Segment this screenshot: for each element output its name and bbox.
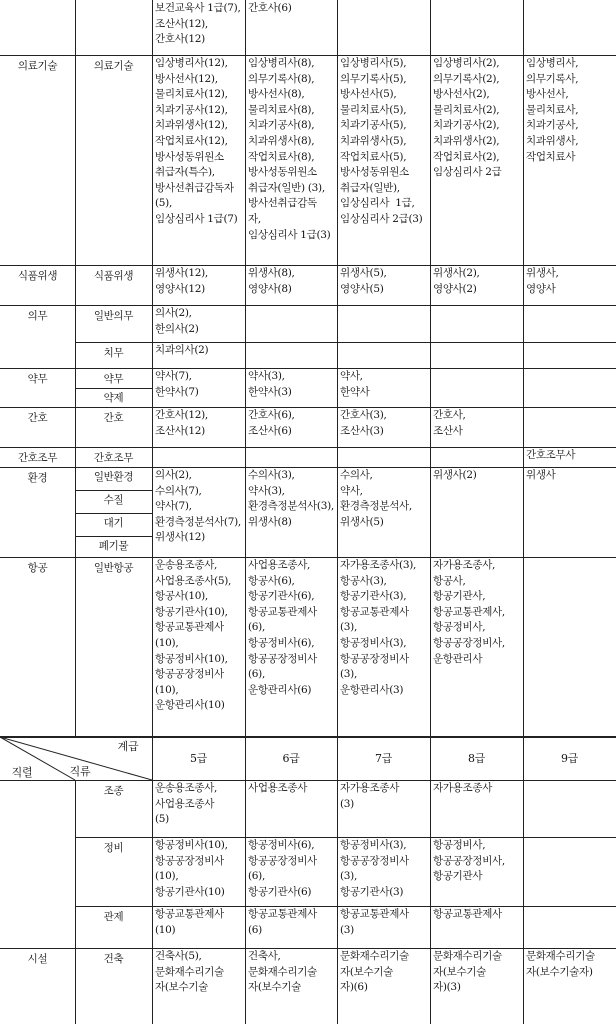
grade-cell: 항공교통관제사 (10) [155,908,224,936]
series-label: 대기 [103,517,124,529]
series-header: 직류 [69,765,91,778]
group-label: 의무 [27,310,48,322]
grade-cell: 수의사(3), 약사(3), 환경측정분석사(3), 위생사(8) [248,469,334,528]
group-label: 의료기술 [17,60,58,72]
group-header: 직렬 [11,766,33,779]
group-label: 환경 [27,472,48,484]
grade-cell: 문화재수리기술 자(보수기술 자)(6) [340,950,409,994]
series-label: 조종 [103,785,124,797]
group-label: 약무 [27,373,48,385]
grade-cell: 임상병리사(12), 방사선사(12), 물리치료사(12), 치과기공사(12), 치과위생사(12), 작업치료사(12), 방사성동위원소 취급자(특수), 방사선취급감독자 (5), 임상심리사 1급(7) [155,57,238,225]
group-label: 식품위생 [17,270,58,282]
group-label: 시설 [27,953,48,965]
grade-cell: 위생사(2), 영양사(2) [433,267,480,295]
series-label: 일반환경 [93,471,134,483]
grade-6: 6급 [282,751,300,765]
grade-cell: 자가용조종사(3), 항공사(3), 항공기관사(3), 항공교통관제사 (3), 항공정비사(3), 항공공장정비사 (3), 운항관리사(3) [340,559,417,696]
sub-row-border [75,490,152,491]
grade-cell: 의사(2), 수의사(7), 약사(7), 환경측정분석사(7), 위생사(12) [155,469,241,544]
grade-cell: 위생사(5), 영양사(5) [340,267,387,295]
grade-cell: 항공교통관제사 (6) [248,908,317,936]
series-label: 일반항공 [93,562,134,574]
grade-cell: 의사(2), 한의사(2) [155,307,199,335]
grade-cell: 운송용조종사, 사업용조종사 (5) [155,782,218,826]
col-border [152,0,153,737]
grade-cell: 항공정비사, 항공공장정비사, 항공기관사 [433,839,505,883]
series-label: 건축 [103,953,124,965]
grade-cell: 간호사(3), 조산사(3) [340,409,387,437]
series-label: 일반의무 [93,310,134,322]
grade-cell: 약사, 한약사 [340,370,370,398]
grade-cell: 약사(7), 한약사(7) [155,370,199,398]
series-label: 치무 [103,347,124,359]
series-label: 관제 [103,911,124,923]
series-label: 간호 [103,412,124,424]
series-label: 간호조무 [93,452,134,464]
col-border [75,0,76,737]
grade-cell: 간호사(6) [248,2,292,14]
series-label: 식품위생 [93,270,134,282]
grade-cell: 위생사(12), 영양사(12) [155,267,208,295]
grade-cell: 사업용조종사, 항공사(6), 항공기관사(6), 항공교통관제사 (6), 항공정비사(6), 항공공장정비사 (6), 운항관리사(6) [248,559,317,696]
series-label: 수질 [103,494,124,506]
col-border [337,0,338,737]
grade-cell: 임상병리사, 의무기록사, 방사선사, 물리치료사, 치과기공사, 치과위생사, 작업치료사 [526,57,579,163]
grade-cell: 위생사, 영양사 [526,267,559,295]
grade-cell: 사업용조종사 [248,782,308,794]
grade-cell: 간호조무사 [526,449,576,461]
grade-cell: 문화재수리기술 자(보수기술 자)(3) [433,950,502,994]
grade-5: 5급 [189,751,208,765]
grade-cell: 수의사, 약사, 환경측정분석사, 위생사(5) [340,469,412,528]
grade-cell: 항공교통관제사 [433,908,502,920]
sub-row-border [75,513,152,514]
series-label: 폐기물 [98,540,129,552]
grade-cell: 건축사, 문화재수리기술 자(보수기술 [248,950,317,994]
grade-cell: 문화재수리기술 자(보수기술자) [526,950,595,978]
grade-cell: 항공정비사(6), 항공공장정비사 (6), 항공기관사(6) [248,839,317,898]
group-label: 간호 [27,412,48,424]
grade-cell: 간호사, 조산사 [433,409,466,437]
grade-header: 계급 [117,740,139,753]
grade-7: 7급 [374,751,393,765]
grade-cell: 건축사(5), 문화재수리기술 자(보수기술 [155,950,224,994]
series-label: 의료기술 [93,60,134,72]
grade-cell: 자가용조종사 (3) [340,782,400,810]
grade-cell: 위생사(2) [433,469,477,481]
series-label: 정비 [103,842,124,854]
grade-cell: 간호사(12), 조산사(12) [155,409,208,437]
series-label: 약무 [103,373,124,385]
grade-cell: 운송용조종사, 사업용조종사(5), 항공사(10), 항공기관사(10), 항공교통관제사 (10), 항공정비사(10), 항공공장정비사 (10), 운항관리사(10) [155,559,232,712]
grade-8: 8급 [467,751,486,765]
grade-cell: 자가용조종사 [433,782,493,794]
grade-cell: 치과의사(2) [155,344,209,356]
grade-cell: 자가용조종사, 항공사, 항공기관사, 항공교통관제사, 항공정비사, 항공공장정비사, 운항관리사 [433,559,505,665]
grade-cell: 간호사(6), 조산사(6) [248,409,295,437]
grade-cell: 위생사(8), 영양사(8) [248,267,295,295]
col-border [523,0,524,737]
grade-cell: 임상병리사(5), 의무기록사(5), 방사선사(5), 물리치료사(5), 치과기공사(5), 치과위생사(5), 작업치료사(5), 방사성동위원소 취급자(일반), 임상심리사 1급, 임상심리사 2급(3) [340,57,423,225]
grade-9: 9급 [560,751,579,765]
grade-cell: 임상병리사(8), 의무기록사(8), 방사선사(8), 물리치료사(8), 치과기공사(8), 치과위생사(8), 작업치료사(8), 방사성동위원소 취급자(일반) (3), 방사선취급감독 자, 임상심리사 1급(3) [248,57,331,241]
col-border [430,0,431,737]
group-label: 항공 [27,562,48,574]
col-border [75,780,76,1024]
grade-cell: 약사(3), 한약사(3) [248,370,292,398]
grade-cell: 항공교통관제사 (3) [340,908,409,936]
col-border [245,0,246,737]
sub-row-border [75,388,152,389]
grade-cell: 위생사 [526,469,556,481]
grade-cell: 항공정비사(10), 항공공장정비사 (10), 항공기관사(10) [155,839,228,898]
grade-cell: 보건교육사 1급(7), 조산사(12), 간호사(12) [155,2,241,46]
series-label: 약제 [103,392,124,404]
grade-cell: 항공정비사(3), 항공공장정비사 (3), 항공기관사(3) [340,839,409,898]
group-label: 간호조무 [17,452,58,464]
sub-row-border [75,536,152,537]
grade-cell: 임상병리사(2), 의무기록사(2), 방사선사(2), 물리치료사(2), 치과기공사(2), 치과위생사(2), 작업치료사(2), 임상심리사 2급 [433,57,502,179]
